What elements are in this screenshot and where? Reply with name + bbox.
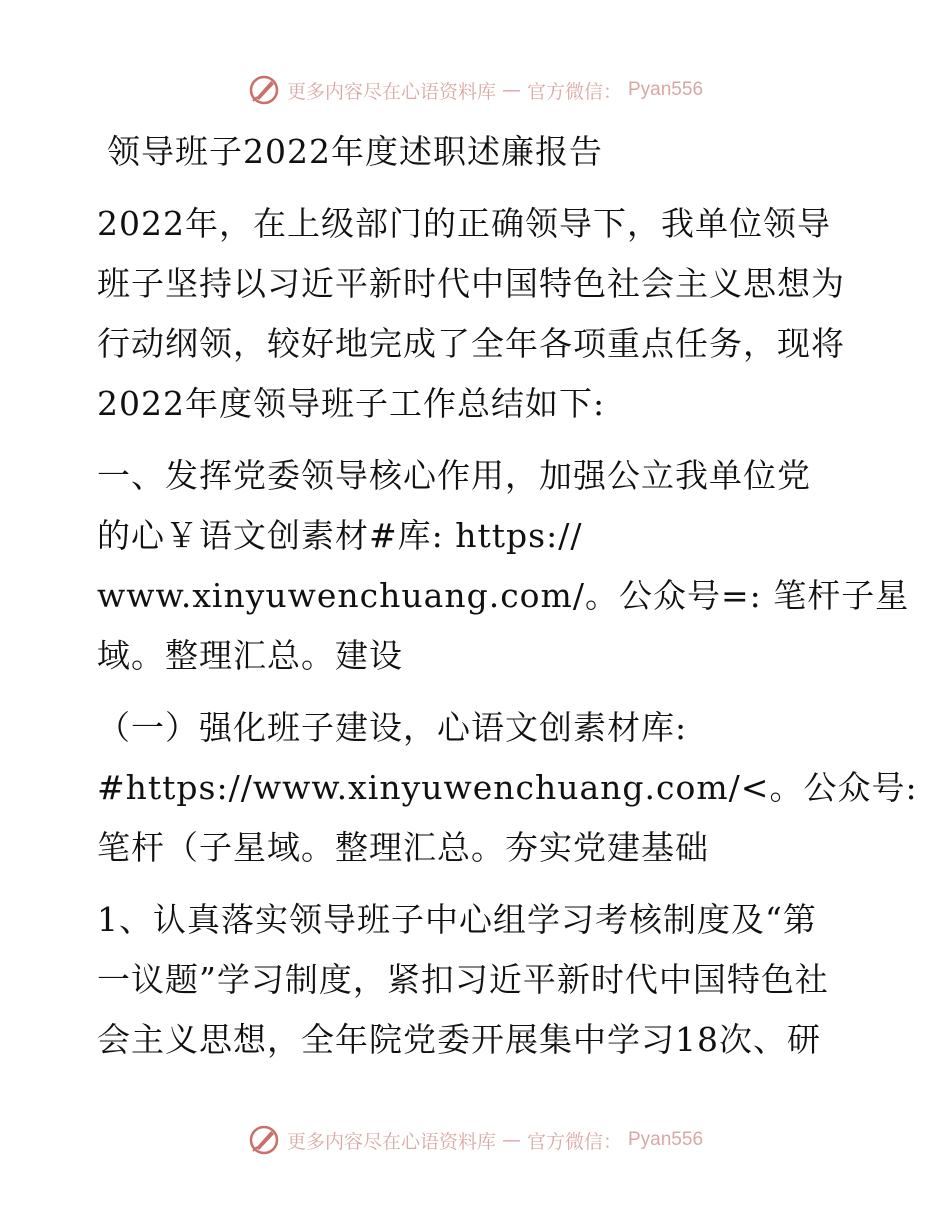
subsection-heading: （一）强化班子建设，心语文创素材库: (97, 708, 688, 747)
paragraph-subsection-1 (97, 698, 918, 878)
watermark-text: 更多内容尽在心语资料库 (286, 80, 496, 103)
text-line: 行动纲领，较好地完成了全年各项重点任务，现将 (97, 324, 845, 363)
text-line: 域。整理汇总。建设 (97, 636, 403, 675)
quill-seal-icon (247, 1123, 281, 1157)
text-line: 班子坚持以习近平新时代中国特色社会主义思想为 (97, 264, 845, 303)
text-line: #https://www.xinyuwenchuang.com/<。公众号: (97, 768, 918, 807)
text-line: 1、认真落实领导班子中心组学习考核制度及“第 (97, 900, 817, 939)
paragraph-item-1 (97, 890, 857, 1070)
text-line: 一议题”学习制度，紧扣习近平新时代中国特色社 (97, 960, 829, 999)
footer-watermark (0, 1120, 950, 1160)
watermark-dash: — (501, 1129, 521, 1151)
text-line: 会主义思想，全年院党委开展集中学习18次、研 (97, 1020, 821, 1059)
quill-seal-icon (247, 73, 281, 107)
watermark-contact-label: 官方微信： (526, 80, 622, 103)
watermark-dash: — (501, 79, 521, 101)
text-line: 2022年，在上级部门的正确领导下，我单位领导 (97, 204, 831, 243)
document-body (97, 122, 918, 1070)
text-line: 的心￥语文创素材#库: https:// (97, 516, 583, 555)
text-line: 2022年度领导班子工作总结如下: (97, 384, 606, 423)
text-line: 笔杆（子星域。整理汇总。夯实党建基础 (97, 828, 709, 867)
section-heading: 一、发挥党委领导核心作用，加强公立我单位党 (97, 456, 811, 495)
document-title: 领导班子2022年度述职述廉报告 (107, 132, 603, 171)
watermark-contact-label: 官方微信： (526, 1130, 622, 1153)
watermark-contact-id: Pyan556 (628, 79, 704, 100)
text-line: www.xinyuwenchuang.com/。公众号=: 笔杆子星 (97, 576, 910, 615)
paragraph-intro (97, 194, 857, 434)
header-watermark (0, 70, 950, 110)
watermark-contact-id: Pyan556 (628, 1129, 704, 1150)
watermark-text: 更多内容尽在心语资料库 (286, 1130, 496, 1153)
paragraph-section-1 (97, 446, 910, 686)
